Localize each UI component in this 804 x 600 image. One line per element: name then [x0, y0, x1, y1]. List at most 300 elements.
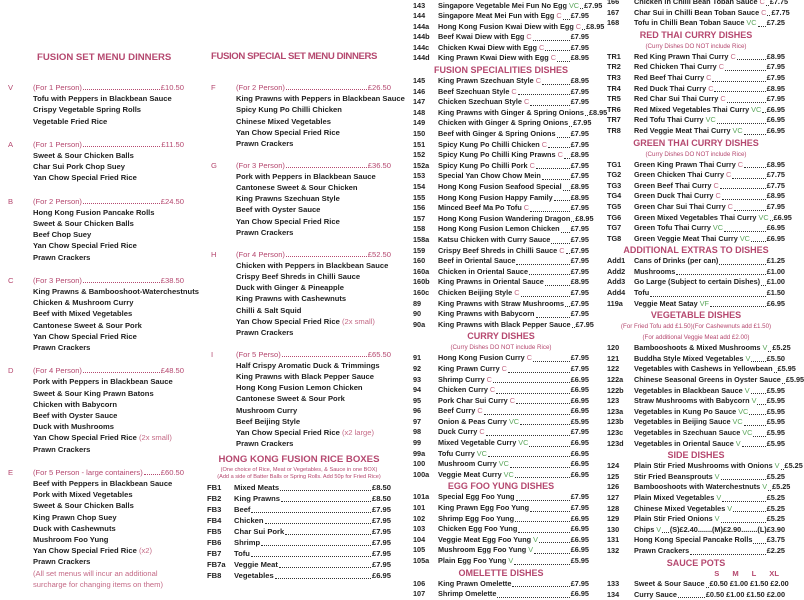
dot-leader: [285, 534, 371, 535]
set-item-text: [33, 444, 184, 455]
vegetarian-marker: VC: [751, 104, 762, 114]
rice-box-item[interactable]: [207, 526, 391, 537]
set-item: [211, 316, 391, 327]
dot-leader: [732, 178, 765, 179]
item-price: £6.95: [766, 223, 785, 233]
menu-item[interactable]: [607, 62, 785, 73]
set-menu-d[interactable]: [8, 365, 184, 455]
chilli-marker: C: [486, 374, 492, 384]
item-price: £6.95: [570, 513, 589, 523]
item-price: £7.95: [570, 353, 589, 363]
set-item-name: Chilli & Salt Squid: [236, 305, 302, 315]
section-heading: FUSION SPECIALITIES DISHES: [433, 65, 569, 76]
chilli-marker: C: [761, 7, 767, 17]
menu-item[interactable]: [607, 105, 785, 116]
menu-item[interactable]: [413, 545, 589, 556]
item-code: TR2: [607, 62, 621, 72]
item-price: £3.75: [766, 535, 785, 545]
set-price: £36.50: [367, 160, 391, 170]
menu-item[interactable]: [413, 353, 589, 364]
rice-box-item[interactable]: [207, 482, 391, 493]
item-name: Plain Stir Fried Onions: [634, 514, 713, 524]
item-name: Red Mixed Vegetables Thai Curry: [634, 104, 750, 114]
menu-item[interactable]: [607, 386, 785, 397]
set-item-name: Spicy Kung Po Chilli Chicken: [236, 105, 342, 115]
item-price: £6.95: [570, 589, 589, 599]
set-item-text: [33, 500, 184, 511]
set-item-name: Chinese Mixed Vegetables: [236, 116, 331, 126]
item-price: £7.95: [766, 72, 785, 82]
item-name: Beef in Oriental Sauce: [438, 256, 516, 266]
dot-leader: [533, 361, 570, 362]
item-name: Plain Mixed Vegetables: [634, 492, 715, 502]
menu-item[interactable]: [413, 449, 589, 460]
item-name: Green Duck Thai Curry: [634, 191, 714, 201]
menu-item[interactable]: [413, 309, 589, 320]
item-name: Red Duck Thai Curry: [634, 83, 707, 93]
vegetarian-marker: VC: [732, 417, 743, 427]
set-item-name: Prawn Crackers: [236, 227, 294, 237]
set-item-name: Beef Beijing Style: [236, 416, 301, 426]
menu-item[interactable]: [413, 43, 589, 54]
set-code: H: [211, 249, 217, 259]
set-price: £11.50: [161, 139, 184, 149]
item-code: 159: [413, 245, 426, 255]
set-item-text: [33, 240, 184, 251]
menu-item[interactable]: [607, 364, 796, 375]
menu-item[interactable]: [413, 579, 589, 590]
set-item-text: [33, 534, 184, 545]
section-title: FUSION SPECIAL SET MENU DINNERS: [211, 51, 377, 62]
menu-item[interactable]: [413, 213, 594, 225]
chilli-marker: C: [556, 11, 562, 21]
menu-item[interactable]: [607, 256, 785, 267]
menu-item[interactable]: [413, 32, 589, 43]
item-price: £6.95: [766, 104, 785, 114]
dot-leader: [580, 8, 583, 9]
menu-item[interactable]: [413, 246, 589, 257]
set-item-name: Cantonese Sweet & Sour Pork: [236, 394, 345, 404]
item-name: King Prawn Curry: [438, 363, 500, 373]
item-price: £8.95: [586, 21, 605, 31]
set-header-line: [8, 275, 184, 286]
chilli-marker: C: [538, 42, 545, 52]
set-menu-e[interactable]: [8, 467, 184, 568]
item-price: £5.95: [766, 428, 785, 437]
item-name: Beef Kwai Diew with Egg: [438, 32, 525, 42]
menu-item[interactable]: [607, 428, 785, 439]
menu-item[interactable]: [413, 203, 589, 214]
dot-leader: [721, 479, 766, 480]
set-item-name: King Prawns with Peppers in Blackbean Sauce: [236, 94, 405, 104]
item-price: £5.95: [766, 406, 785, 416]
menu-item[interactable]: [413, 535, 589, 546]
menu-item[interactable]: [413, 0, 603, 12]
menu-item[interactable]: [607, 396, 785, 407]
set-header-line: [8, 196, 184, 207]
set-item-text: [33, 320, 184, 331]
set-code: C: [8, 275, 14, 285]
menu-item[interactable]: [413, 21, 605, 33]
item-code: FB7a: [207, 560, 226, 569]
menu-item[interactable]: [413, 53, 589, 64]
set-item-name: Sweet & Sour King Prawn Batons: [33, 388, 154, 398]
set-item-text: [33, 297, 184, 308]
menu-item[interactable]: [607, 0, 789, 8]
set-item-text: [33, 410, 184, 421]
item-price: £5.95: [766, 438, 785, 448]
item-code: 151: [413, 139, 426, 149]
set-menu-f[interactable]: [211, 82, 405, 149]
menu-item[interactable]: [607, 579, 789, 590]
chilli-marker: C: [575, 21, 582, 31]
item-name: Tofu Curry: [438, 448, 475, 458]
dot-leader: [536, 317, 570, 318]
set-item-text: [33, 104, 184, 115]
dot-leader: [529, 274, 570, 275]
dot-leader: [533, 40, 570, 41]
item-name: Green Beef Thai Curry: [634, 180, 712, 190]
menu-item[interactable]: [413, 459, 589, 470]
set-menu-i[interactable]: [211, 349, 391, 450]
item-price: £8.95: [570, 53, 589, 63]
dot-leader: [757, 404, 765, 405]
section-note: (For additional Veggie Meat add £2.00): [642, 334, 750, 342]
item-name: Mushrooms: [634, 266, 676, 276]
item-name: Bambooshoots with Waterchestnuts: [634, 482, 761, 492]
set-item-text: [33, 207, 184, 218]
menu-item[interactable]: [413, 514, 589, 525]
item-price: £8.95: [570, 192, 589, 202]
rice-box-item[interactable]: [207, 493, 391, 504]
vegetarian-marker: VC: [508, 416, 520, 426]
item-name: Vegetables in Beijing Sauce: [634, 417, 731, 427]
item-code: 158a: [413, 234, 430, 244]
size-label: M: [732, 568, 739, 578]
menu-item[interactable]: [607, 160, 785, 171]
dot-leader: [758, 26, 766, 27]
item-price: £2.25: [766, 545, 785, 555]
set-item-text: [236, 438, 391, 449]
set-item-name: King Prawns Szechuan Style: [236, 194, 340, 204]
item-code: 123b: [607, 417, 624, 427]
set-item-name: Duck with Ginger & Pineapple: [236, 283, 345, 293]
menu-item[interactable]: [607, 375, 804, 386]
section-note: (One choice of Rice, Meat or Vegetables, & Sauce in one BOX): [220, 467, 378, 473]
dot-leader: [782, 383, 785, 384]
rice-box-item[interactable]: [207, 515, 391, 526]
item-price: £7.25: [766, 18, 785, 28]
menu-item[interactable]: [607, 535, 785, 546]
item-price: £8.95: [570, 277, 589, 287]
menu-item[interactable]: [607, 354, 785, 365]
item-code: TG7: [607, 223, 622, 233]
dot-leader: [564, 158, 570, 159]
menu-item[interactable]: [413, 97, 589, 108]
item-price: £5.95: [570, 556, 589, 565]
menu-item[interactable]: [607, 181, 785, 192]
vegetarian-marker: V: [762, 482, 768, 492]
menu-item[interactable]: [607, 482, 791, 493]
item-code: 125: [607, 471, 620, 481]
menu-item[interactable]: [413, 427, 589, 438]
chilli-marker: C: [526, 32, 532, 42]
dot-leader: [725, 70, 766, 71]
chilli-marker: C: [523, 203, 530, 213]
menu-item[interactable]: [607, 504, 785, 515]
menu-item[interactable]: [413, 182, 589, 193]
menu-item[interactable]: [607, 288, 785, 299]
dot-leader: [548, 147, 570, 148]
menu-item[interactable]: [607, 234, 785, 245]
set-item: [211, 360, 391, 371]
item-code: 168: [607, 18, 620, 28]
item-price: £6.95: [570, 534, 589, 544]
set-item: [211, 271, 391, 282]
menu-item[interactable]: [607, 343, 791, 354]
menu-item[interactable]: [413, 417, 589, 428]
item-name: Char Sui in Chilli Bean Toban Sauce: [634, 7, 760, 17]
item-price: £7.95: [570, 298, 589, 308]
item-name: Green Mixed Vegetables Thai Curry: [634, 212, 757, 222]
menu-item[interactable]: [413, 364, 589, 375]
set-item: [211, 382, 391, 393]
menu-item[interactable]: [607, 277, 785, 288]
item-name: Red King Prawn Thai Curry: [634, 51, 729, 61]
set-item: [8, 150, 184, 161]
section-heading: RED THAI CURRY DISHES: [639, 29, 753, 40]
menu-item[interactable]: [413, 87, 589, 98]
menu-item[interactable]: [413, 375, 589, 386]
item-price: £5.25: [772, 482, 791, 492]
chilli-marker: C: [715, 191, 721, 201]
item-name: Red Beef Thai Curry: [634, 72, 705, 82]
menu-item[interactable]: [607, 7, 790, 19]
menu-item[interactable]: [413, 589, 589, 600]
item-code: 94: [413, 385, 422, 395]
dot-leader: [761, 285, 766, 286]
rice-box-item[interactable]: [207, 537, 391, 548]
item-code: 119a: [607, 298, 623, 308]
menu-item[interactable]: [607, 461, 803, 472]
menu-item[interactable]: [413, 171, 589, 182]
dot-leader: [749, 414, 765, 415]
item-price: £1.50: [766, 288, 785, 298]
dot-leader: [516, 264, 569, 265]
set-menu-g[interactable]: [211, 160, 391, 238]
menu-item[interactable]: [607, 170, 785, 181]
item-name: King Prawn Szechuan Style: [438, 76, 534, 86]
set-menu-h[interactable]: [211, 249, 391, 339]
menu-item[interactable]: [607, 202, 785, 213]
menu-item[interactable]: [413, 267, 589, 278]
item-name: King Prawns in Oriental Sauce: [438, 277, 544, 287]
item-name: Chicken in Chilli Bean Toban Sauce: [634, 0, 758, 6]
dot-leader: [484, 414, 570, 415]
chilli-marker: C: [727, 201, 733, 211]
menu-item[interactable]: [607, 52, 785, 63]
set-label: (For 1 Person): [33, 83, 82, 92]
set-menu-c[interactable]: [8, 275, 199, 353]
set-label: (For 2 Person): [236, 83, 285, 92]
vegetarian-marker: V: [533, 534, 538, 544]
menu-item[interactable]: [413, 288, 589, 299]
menu-item[interactable]: [607, 299, 785, 310]
set-label-row: [33, 275, 184, 286]
set-header-line: [211, 349, 391, 360]
dot-leader: [678, 597, 705, 598]
item-price: £7.95: [570, 287, 589, 297]
menu-item[interactable]: [413, 556, 589, 567]
menu-item[interactable]: [413, 129, 589, 140]
menu-item[interactable]: [607, 267, 785, 278]
item-name: Crispy Beef Shreds in Chilli Sauce: [438, 245, 558, 255]
size-labels: [607, 569, 785, 580]
item-code: 123a: [607, 406, 624, 416]
menu-item[interactable]: [413, 107, 608, 119]
vegetarian-marker: V: [716, 492, 722, 502]
set-menu-a[interactable]: [8, 139, 184, 184]
item-name: Vegetables with Cashews in Yellowbean: [634, 364, 773, 374]
item-name: Hong Kong Fusion Happy Family: [438, 192, 553, 202]
item-price: £7.95: [570, 42, 589, 52]
menu-item[interactable]: [607, 514, 785, 525]
menu-item[interactable]: [413, 503, 589, 514]
dot-leader: [733, 511, 766, 512]
menu-item[interactable]: [607, 73, 785, 84]
set-label: (For 2 Person): [33, 196, 82, 206]
menu-item[interactable]: [607, 472, 785, 483]
item-code: 123d: [607, 438, 624, 448]
menu-item[interactable]: [413, 256, 589, 267]
menu-item[interactable]: [413, 235, 589, 246]
item-price: £7.95: [371, 516, 391, 525]
item-name: Hong Kong Fusion Wandering Dragon: [438, 213, 571, 223]
item-code: 122: [607, 364, 620, 374]
set-menu-v[interactable]: [8, 82, 184, 127]
dot-leader: [83, 82, 160, 90]
menu-item[interactable]: [413, 193, 589, 204]
item-name: Chinese Mixed Vegetables: [634, 503, 726, 513]
menu-item[interactable]: [607, 493, 785, 504]
set-item: [8, 320, 184, 331]
menu-item[interactable]: [607, 417, 785, 428]
item-code: 167: [607, 7, 620, 17]
menu-item[interactable]: [413, 224, 589, 235]
set-item-text: [236, 138, 391, 149]
item-price: £6.95: [570, 545, 589, 555]
menu-item[interactable]: [607, 212, 792, 224]
dot-leader: [282, 349, 367, 357]
dot-leader: [561, 232, 570, 233]
menu-item[interactable]: [413, 524, 589, 535]
item-name: Red Char Sui Thai Curry: [634, 94, 719, 104]
menu-item[interactable]: [413, 406, 589, 417]
menu-item[interactable]: [413, 396, 589, 407]
set-item-name: Duck with Mushrooms: [33, 422, 115, 432]
dot-leader: [585, 115, 588, 116]
menu-item[interactable]: [413, 140, 589, 151]
menu-item[interactable]: [413, 319, 594, 331]
menu-item[interactable]: [413, 299, 589, 310]
menu-item[interactable]: [607, 407, 785, 418]
set-code: V: [8, 83, 14, 92]
item-code: TG5: [607, 201, 622, 211]
item-price: £5.25: [784, 461, 803, 471]
menu-item[interactable]: [413, 492, 589, 503]
item-price: £1.25: [766, 256, 785, 266]
menu-item[interactable]: [413, 438, 589, 449]
menu-item[interactable]: [607, 126, 785, 137]
chilli-marker: C: [706, 72, 712, 82]
rice-box-item[interactable]: [207, 548, 391, 559]
set-menu-b[interactable]: [8, 196, 184, 263]
menu-item[interactable]: [607, 546, 785, 557]
dot-leader: [690, 554, 766, 555]
menu-item[interactable]: [607, 191, 785, 202]
menu-item[interactable]: [607, 525, 785, 536]
item-code: TG1: [607, 159, 622, 169]
rice-box-item[interactable]: [207, 504, 391, 515]
menu-item[interactable]: [413, 11, 589, 22]
menu-item[interactable]: [413, 277, 589, 288]
set-item-text: [236, 271, 391, 282]
menu-item[interactable]: [607, 439, 785, 450]
dot-leader: [493, 382, 570, 383]
menu-item[interactable]: [607, 94, 785, 105]
dot-leader: [530, 511, 570, 512]
set-item: [8, 229, 184, 240]
set-item: [8, 297, 184, 308]
menu-item[interactable]: [413, 161, 589, 172]
dot-leader: [536, 168, 570, 169]
set-item-text: [236, 182, 391, 193]
menu-item[interactable]: [413, 470, 589, 481]
rice-box-item[interactable]: [207, 570, 391, 581]
menu-item[interactable]: [413, 150, 589, 161]
menu-item[interactable]: [607, 223, 785, 234]
menu-item[interactable]: [607, 590, 785, 600]
set-label-row: [33, 139, 184, 150]
rice-box-item[interactable]: [207, 559, 391, 570]
menu-item[interactable]: [413, 76, 589, 87]
vegetarian-marker: V: [745, 353, 751, 363]
item-price: £6.95: [570, 438, 589, 448]
item-name: Mixed Vegetable Curry: [438, 438, 517, 448]
menu-item[interactable]: [607, 84, 785, 95]
item-code: 90a: [413, 319, 426, 329]
dot-leader: [722, 501, 766, 502]
dot-leader: [514, 564, 569, 565]
menu-item[interactable]: [607, 18, 785, 29]
dot-leader: [712, 81, 765, 82]
menu-item[interactable]: [413, 385, 589, 396]
set-item: [211, 93, 405, 104]
dot-leader: [518, 532, 569, 533]
item-name: Red Veggie Meat Thai Curry: [634, 125, 731, 135]
item-price: £7.95: [570, 492, 589, 502]
chilli-marker: C: [708, 83, 714, 93]
set-item: [8, 489, 184, 500]
menu-item[interactable]: [607, 115, 785, 126]
item-price: £7.75: [766, 170, 785, 180]
dot-leader: [516, 500, 570, 501]
menu-item[interactable]: [413, 118, 592, 129]
item-name: Stir Fried Beansprouts: [634, 471, 713, 481]
dot-leader: [144, 467, 160, 475]
set-item-note: (x2 large): [341, 428, 375, 437]
set-item-name: Sweet & Sour Chicken Balls: [33, 150, 134, 160]
